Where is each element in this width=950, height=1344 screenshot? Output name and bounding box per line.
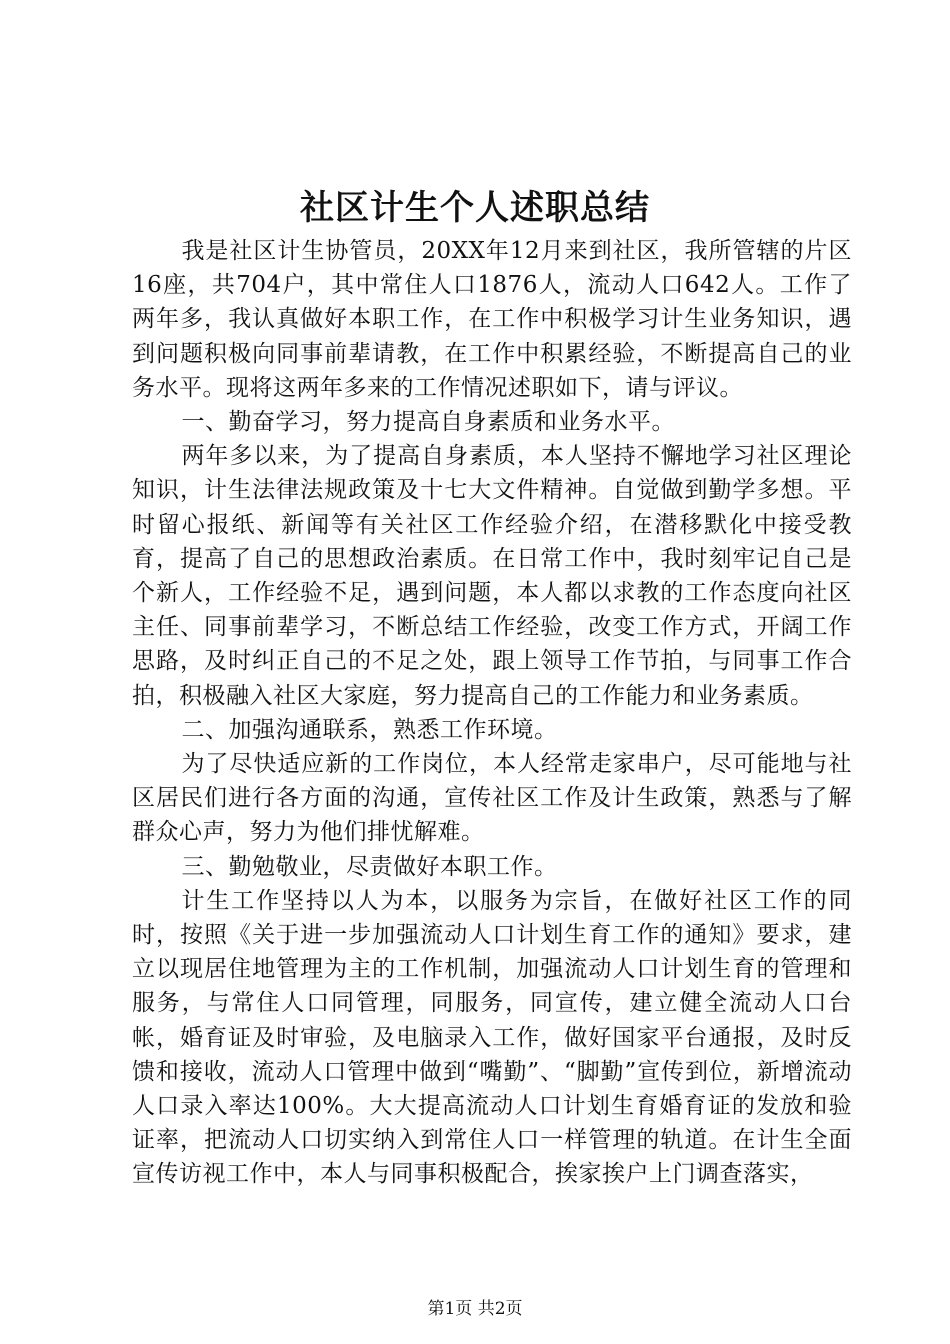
document-title: 社区计生个人述职总结	[300, 188, 650, 228]
page-footer: 第1页 共2页	[427, 1299, 523, 1319]
heading-section-2: 二、加强沟通联系，熟悉工作环境。	[181, 716, 558, 743]
paragraph-intro: 我是社区计生协管员，20XX年12月来到社区，我所管辖的片区16座，共704户，其中常住人口1876人，流动人口642人。工作了两年多，我认真做好本职工作，在工作中积极学习计生业务知识，遇到问题积极向同事前辈请教，在工作中积累经验，不断提高自己的业务水平。现将这两年多来的工作情况述职如下，请与评议。	[132, 238, 852, 401]
paragraph-section-3: 计生工作坚持以人为本，以服务为宗旨，在做好社区工作的同时，按照《关于进一步加强流动人口计划生育工作的通知》要求，建立以现居住地管理为主的工作机制，加强流动人口计划生育的管理和服务，与常住人口同管理，同服务，同宣传，建立健全流动人口台帐，婚育证及时审验，及电脑录入工作，做好国家平台通报，及时反馈和接收，流动人口管理中做到“嘴勤”、“脚勤”宣传到位，新增流动人口录入率达100%。大大提高流动人口计划生育婚育证的发放和验证率，把流动人口切实纳入到常住人口一样管理的轨道。在计生全面宣传访视工作中，本人与同事积极配合，挨家挨户上门调查落实，	[132, 887, 852, 1188]
paragraph-section-1: 两年多以来，为了提高自身素质，本人坚持不懈地学习社区理论知识，计生法律法规政策及十七大文件精神。自觉做到勤学多想。平时留心报纸、新闻等有关社区工作经验介绍，在潜移默化中接受教育，提高了自己的思想政治素质。在日常工作中，我时刻牢记自己是个新人，工作经验不足，遇到问题，本人都以求教的工作态度向社区主任、同事前辈学习，不断总结工作经验，改变工作方式，开阔工作思路，及时纠正自己的不足之处，跟上领导工作节拍，与同事工作合拍，积极融入社区大家庭，努力提高自己的工作能力和业务素质。	[132, 443, 852, 709]
document-body	[132, 234, 852, 1192]
heading-section-1: 一、勤奋学习，努力提高自身素质和业务水平。	[181, 409, 675, 436]
heading-section-3: 三、勤勉敬业，尽责做好本职工作。	[181, 853, 558, 880]
paragraph-section-2: 为了尽快适应新的工作岗位，本人经常走家串户，尽可能地与社区居民们进行各方面的沟通，宣传社区工作及计生政策，熟悉与了解群众心声，努力为他们排忧解难。	[132, 751, 852, 846]
